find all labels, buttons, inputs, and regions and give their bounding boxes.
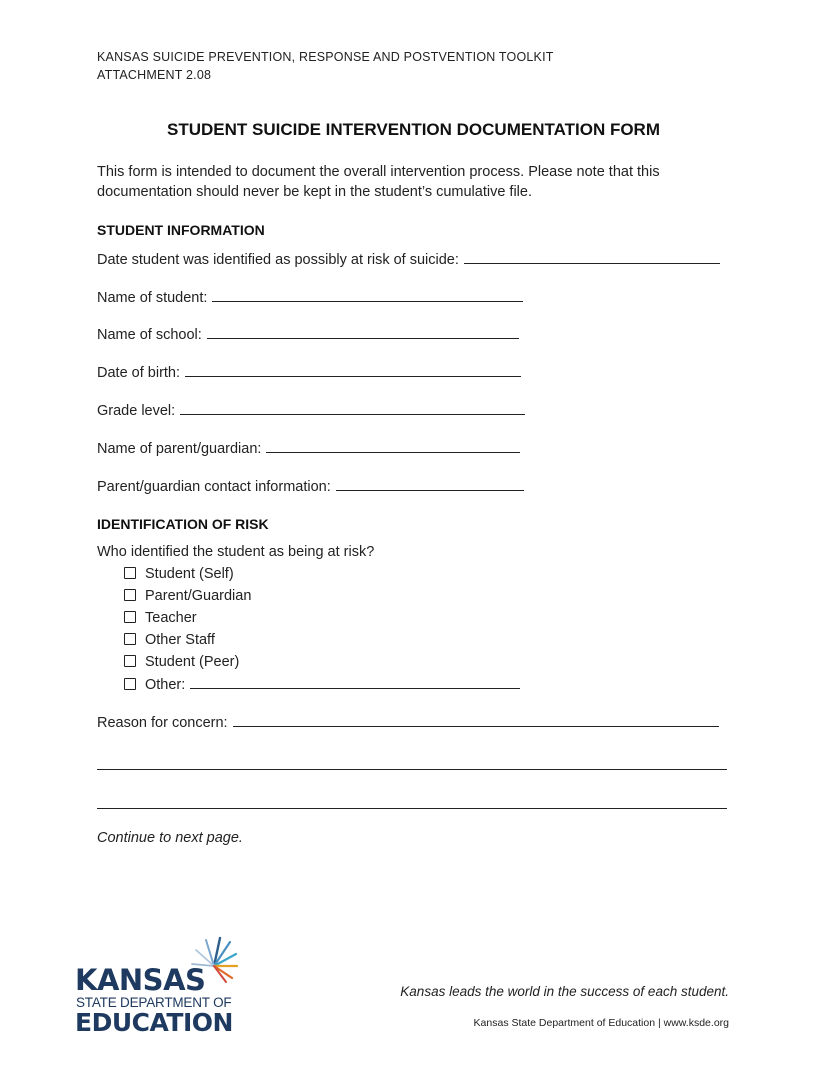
risk-question: Who identified the student as being at risk? bbox=[97, 544, 375, 560]
checkbox[interactable] bbox=[124, 678, 136, 690]
continue-note: Continue to next page. bbox=[97, 830, 243, 846]
answer-blank[interactable] bbox=[212, 289, 523, 302]
checkbox[interactable] bbox=[124, 655, 136, 667]
attachment-label: ATTACHMENT 2.08 bbox=[97, 68, 212, 82]
option-label: Other Staff bbox=[145, 632, 215, 648]
option-label: Teacher bbox=[145, 610, 197, 626]
option-label: Parent/Guardian bbox=[145, 588, 252, 604]
intro-paragraph: This form is intended to document the overall intervention process. Please note that this documentation should never be kept in the student’s cumulative file. bbox=[97, 164, 660, 200]
field-label: Name of student: bbox=[97, 290, 208, 306]
answer-blank[interactable] bbox=[207, 326, 519, 339]
option-teacher[interactable] bbox=[124, 610, 197, 626]
option-other[interactable] bbox=[124, 676, 520, 693]
ksde-logo bbox=[75, 936, 250, 1036]
field-label: Name of parent/guardian: bbox=[97, 441, 262, 457]
field-label: Date student was identified as possibly at risk of suicide: bbox=[97, 252, 459, 268]
field-label: Parent/guardian contact information: bbox=[97, 479, 331, 495]
field-label: Name of school: bbox=[97, 327, 202, 343]
answer-blank[interactable] bbox=[336, 478, 524, 491]
option-student-self[interactable] bbox=[124, 566, 234, 582]
answer-blank[interactable] bbox=[464, 251, 720, 264]
field-label: Grade level: bbox=[97, 403, 176, 419]
footer-contact: Kansas State Department of Education | www.ksde.org bbox=[473, 1017, 729, 1029]
logo-text-education: EDUCATION bbox=[75, 1008, 233, 1037]
field-grade-level[interactable] bbox=[97, 402, 525, 419]
field-date-identified[interactable] bbox=[97, 251, 720, 268]
section-student-information: STUDENT INFORMATION bbox=[97, 222, 265, 238]
option-parent-guardian[interactable] bbox=[124, 588, 251, 604]
tagline: Kansas leads the world in the success of each student. bbox=[400, 984, 729, 999]
field-label: Reason for concern: bbox=[97, 715, 228, 731]
option-other-staff[interactable] bbox=[124, 632, 215, 648]
reason-blank-line-2[interactable] bbox=[97, 769, 727, 770]
checkbox[interactable] bbox=[124, 567, 136, 579]
field-student-name[interactable] bbox=[97, 289, 523, 306]
toolkit-header: KANSAS SUICIDE PREVENTION, RESPONSE AND POSTVENTION TOOLKIT bbox=[97, 50, 554, 64]
checkbox[interactable] bbox=[124, 611, 136, 623]
checkbox[interactable] bbox=[124, 589, 136, 601]
option-label: Other: bbox=[145, 677, 186, 693]
answer-blank[interactable] bbox=[185, 364, 521, 377]
field-date-of-birth[interactable] bbox=[97, 364, 521, 381]
checkbox[interactable] bbox=[124, 633, 136, 645]
field-school-name[interactable] bbox=[97, 326, 519, 343]
answer-blank[interactable] bbox=[266, 440, 520, 453]
section-identification-of-risk: IDENTIFICATION OF RISK bbox=[97, 516, 269, 532]
logo-text-kansas: KANSAS bbox=[75, 963, 206, 997]
answer-blank[interactable] bbox=[233, 714, 719, 727]
reason-blank-line-3[interactable] bbox=[97, 808, 727, 809]
option-label: Student (Peer) bbox=[145, 654, 240, 670]
option-student-peer[interactable] bbox=[124, 654, 239, 670]
field-label: Date of birth: bbox=[97, 365, 181, 381]
option-label: Student (Self) bbox=[145, 566, 234, 582]
form-title: STUDENT SUICIDE INTERVENTION DOCUMENTATION FORM bbox=[167, 120, 660, 139]
field-parent-name[interactable] bbox=[97, 440, 520, 457]
answer-blank[interactable] bbox=[190, 676, 520, 689]
field-parent-contact[interactable] bbox=[97, 478, 524, 495]
answer-blank[interactable] bbox=[180, 402, 525, 415]
field-reason-for-concern[interactable] bbox=[97, 714, 719, 731]
logo-text-department: STATE DEPARTMENT OF bbox=[76, 995, 232, 1010]
